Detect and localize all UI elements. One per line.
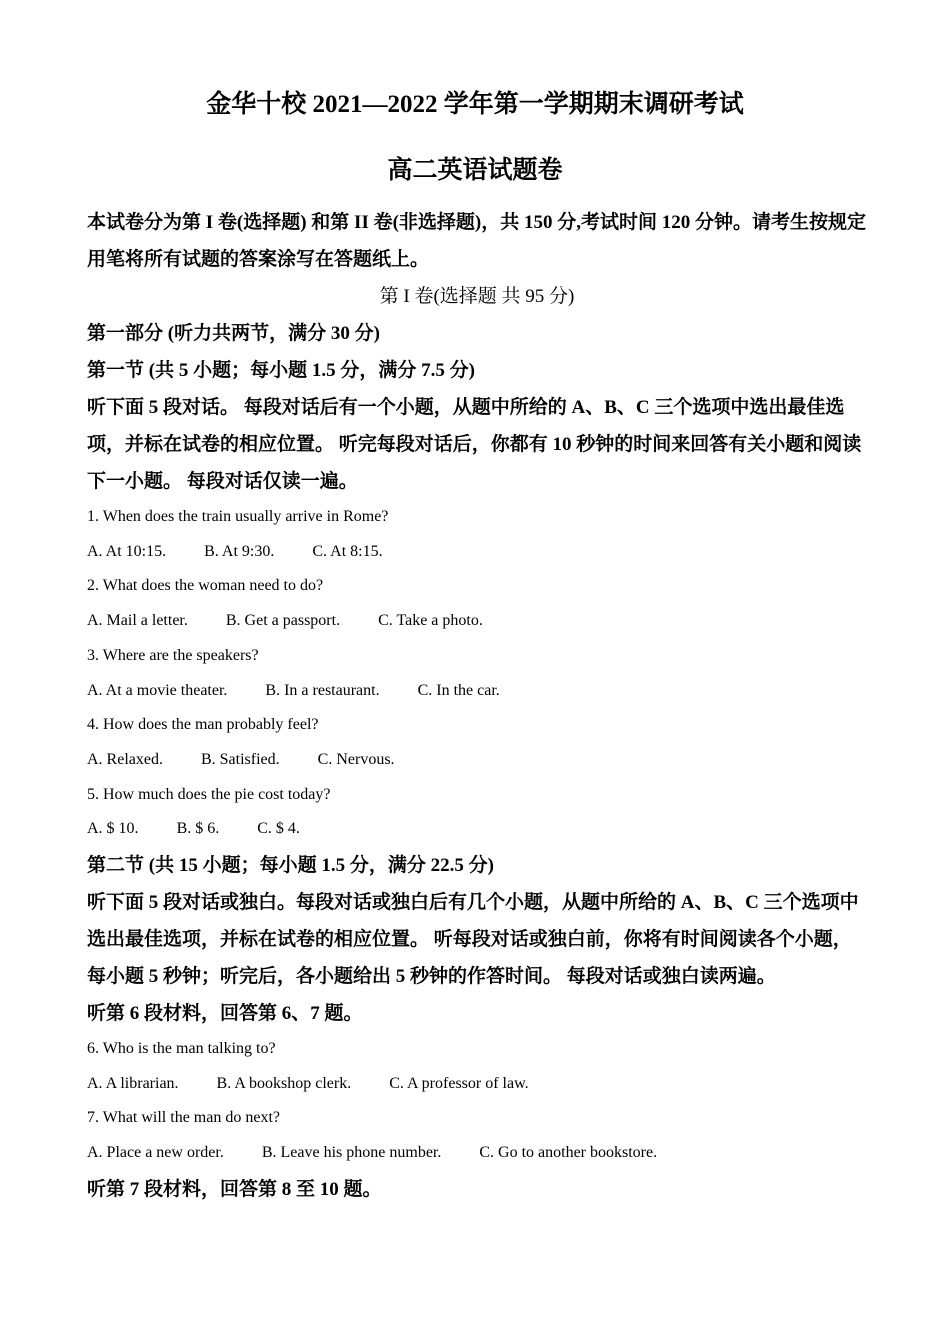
option-b: B. Leave his phone number. [261,1144,442,1162]
option-a: A. At a movie theater. [87,681,228,699]
question-options [87,674,867,709]
exam-content [87,204,867,1208]
intro-paragraph: 本试卷分为第 I 卷(选择题) 和第 II 卷(非选择题)，共 150 分,考试时间 120 分钟。请考生按规定用笔将所有试题的答案涂写在答题纸上。 [87,212,866,270]
option-b: B. Get a passport. [225,612,341,630]
question-options [87,604,867,639]
option-b: B. A bookshop clerk. [216,1074,352,1092]
option-c: C. At 8:15. [312,542,383,560]
section1-instructions: 听下面 5 段对话。 每段对话后有一个小题，从题中所给的 A、B、C 三个选项中选出最佳选项，并标在试卷的相应位置。 听完每段对话后，你都有 10 秒钟的时间来回答有关小题和阅读下一小题。 每段对话仅读一遍。 [87,397,862,492]
exam-title: 金华十校 2021—2022 学年第一学期期末调研考试 [206,91,744,118]
section2-instructions: 听下面 5 段对话或独白。每段对话或独白后有几个小题，从题中所给的 A、B、C 三个选项中选出最佳选项，并标在试卷的相应位置。 听每段对话或独白前，你将有时间阅读各个小题，每小题 5 秒钟；听完后，各小题给出 5 秒钟的作答时间。 每段对话或独白读两遍。 [87,892,859,988]
question-options [87,535,867,570]
option-a: A. Mail a letter. [87,612,188,630]
volume1-heading: 第 I 卷(选择题 共 95 分) [379,286,575,307]
option-a: A. A librarian. [87,1074,179,1092]
question-stem: 4. How does the man probably feel? [87,716,319,734]
part1-heading: 第一部分 (听力共两节，满分 30 分) [87,323,380,344]
question-stem: 2. What does the woman need to do? [87,577,324,595]
question-options [87,812,867,847]
option-b: B. At 9:30. [204,542,275,560]
option-c: C. $ 4. [257,820,300,838]
question-stem: 5. How much does the pie cost today? [87,785,331,803]
question-options [87,1136,867,1171]
section1-heading: 第一节 (共 5 小题；每小题 1.5 分，满分 7.5 分) [87,360,475,381]
option-c: C. Go to another bookstore. [479,1144,658,1162]
option-b: B. Satisfied. [200,750,280,768]
option-a: A. Relaxed. [87,750,163,768]
question-options [87,743,867,778]
option-c: C. In the car. [417,681,500,699]
option-a: A. $ 10. [87,820,139,838]
option-c: C. Take a photo. [378,612,483,630]
question-stem: 3. Where are the speakers? [87,646,259,664]
option-b: B. $ 6. [176,820,220,838]
option-c: C. A professor of law. [389,1074,529,1092]
option-a: A. Place a new order. [87,1144,224,1162]
question-stem: 7. What will the man do next? [87,1109,280,1127]
material-7-heading: 听第 7 段材料，回答第 8 至 10 题。 [87,1178,382,1200]
question-options [87,1067,867,1102]
option-a: A. At 10:15. [87,542,167,560]
option-b: B. In a restaurant. [265,681,380,699]
question-stem: 1. When does the train usually arrive in Rome? [87,508,389,525]
option-c: C. Nervous. [317,750,395,768]
question-stem: 6. Who is the man talking to? [87,1040,276,1058]
section2-heading: 第二节 (共 15 小题；每小题 1.5 分，满分 22.5 分) [87,855,494,877]
material-6-heading: 听第 6 段材料，回答第 6、7 题。 [87,1003,363,1025]
exam-subtitle: 高二英语试题卷 [387,157,563,184]
